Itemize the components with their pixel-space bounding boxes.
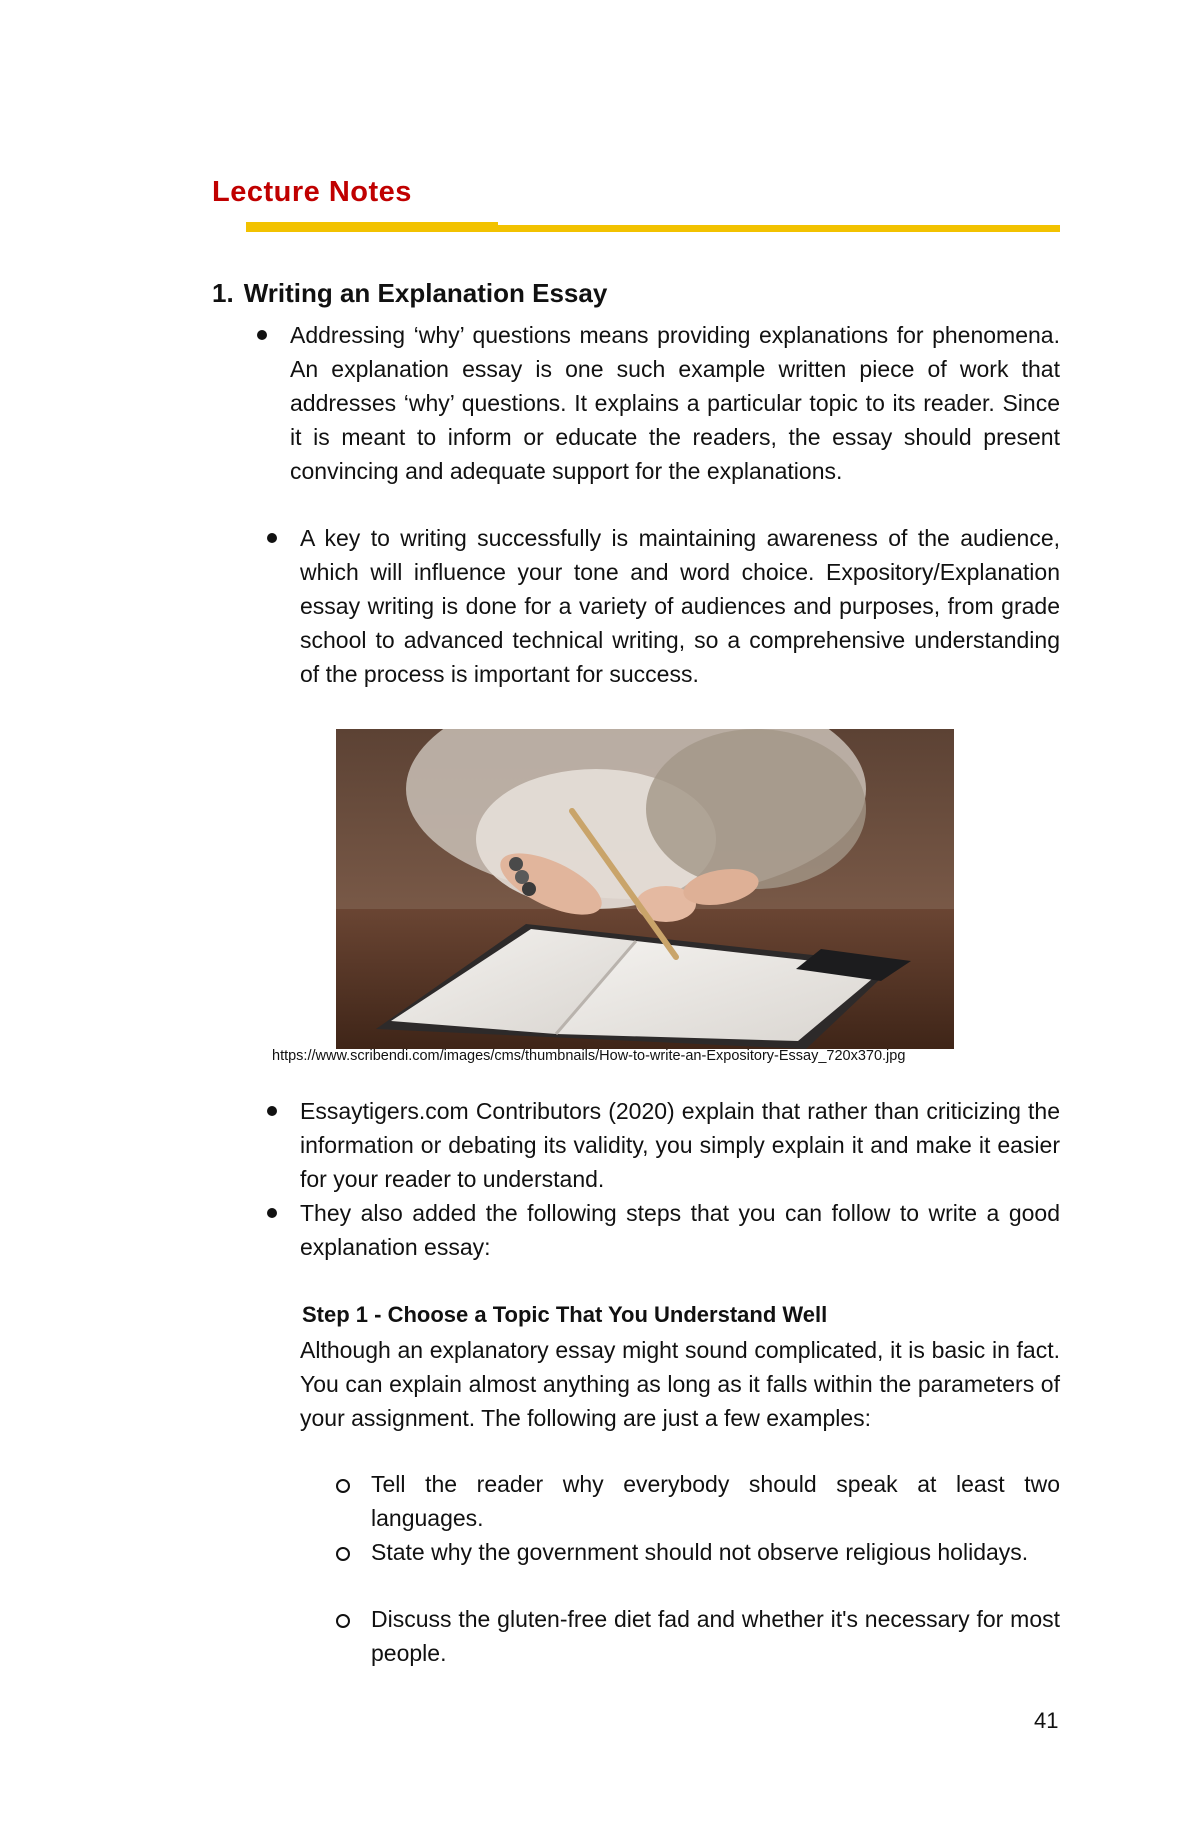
bullet-dot [267, 1208, 277, 1218]
bullet-paragraph: Essaytigers.com Contributors (2020) explain that rather than criticizing the information or debating its validity, you simply explain it and make it easier for your reader to understand. [300, 1098, 1060, 1192]
example-item: Tell the reader why everybody should speak at least two languages. [371, 1471, 1060, 1531]
bullet-dot [267, 1106, 277, 1116]
bullet-dot [257, 330, 267, 340]
sub-bullet-circle [336, 1547, 350, 1561]
section-number: 1. [212, 278, 234, 308]
section-title: Writing an Explanation Essay [243, 278, 608, 308]
photo-caption-url: https://www.scribendi.com/images/cms/thumbnails/How-to-write-an-Expository-Essay_720x370.jpg [272, 1048, 906, 1064]
bullet-paragraph: A key to writing successfully is maintaining awareness of the audience, which will influence your tone and word choice. Expository/Explanation essay writing is done for a variety of audiences and purposes, from grade school to advanced technical writing, so a comprehensive understanding of the process is important for success. [300, 525, 1060, 687]
section-heading [212, 278, 607, 309]
bullet-paragraph: Addressing ‘why’ questions means providing explanations for phenomena. An explanation essay is one such example written piece of work that addresses ‘why’ questions. It explains a particular topic to its reader. Since it is meant to inform or educate the readers, the essay should present convincing and adequate support for the explanations. [290, 322, 1060, 484]
step-body: Although an explanatory essay might sound complicated, it is basic in fact. You can explain almost anything as long as it falls within the parameters of your assignment. The following are just a few examples: [300, 1337, 1060, 1431]
example-item: Discuss the gluten-free diet fad and whether it's necessary for most people. [371, 1606, 1060, 1666]
sub-bullet-circle [336, 1479, 350, 1493]
bullet-paragraph: They also added the following steps that you can follow to write a good explanation essay: [300, 1200, 1060, 1260]
bullet-dot [267, 533, 277, 543]
lecture-notes-title: Lecture Notes [212, 176, 412, 208]
sub-bullet-circle [336, 1614, 350, 1628]
writing-photo [336, 729, 954, 1049]
page-number: 41 [1034, 1708, 1059, 1733]
step-heading: Step 1 - Choose a Topic That You Understand Well [302, 1302, 828, 1327]
header-rule [246, 225, 1060, 232]
example-item: State why the government should not observe religious holidays. [371, 1539, 1029, 1565]
